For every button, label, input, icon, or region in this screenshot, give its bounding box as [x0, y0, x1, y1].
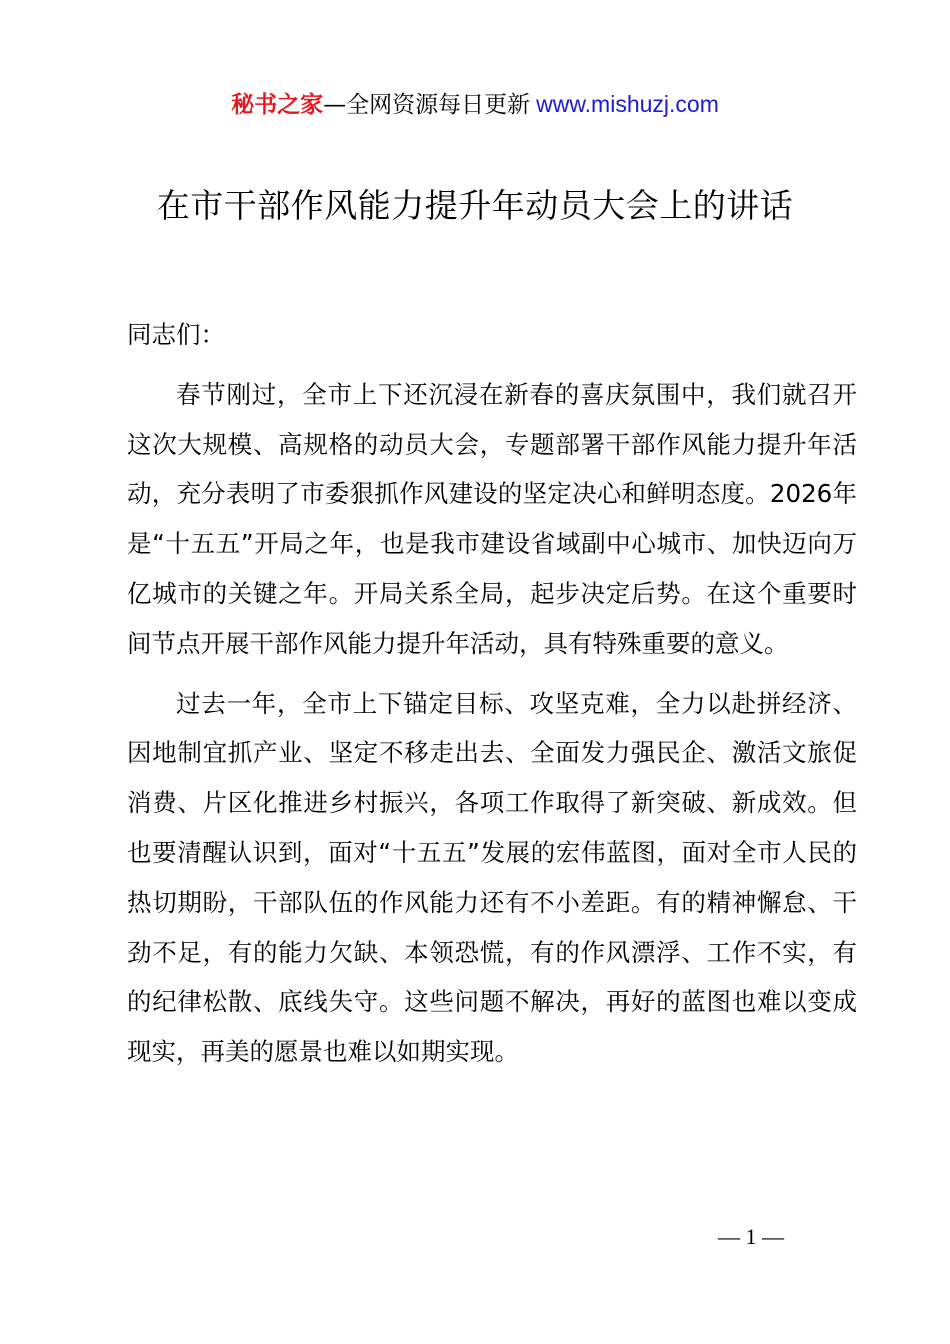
brand-name: 秘书之家	[231, 92, 324, 118]
site-slogan: —全网资源每日更新	[323, 92, 531, 118]
site-header	[0, 86, 950, 123]
site-url-link[interactable]: www.mishuzj.com	[536, 91, 719, 117]
page-number: — 1 —	[718, 1224, 784, 1249]
paragraph-2: 过去一年，全市上下锚定目标、攻坚克难，全力以赴拼经济、因地制宜抓产业、坚定不移走出去、全面发力强民企、激活文旅促消费、片区化推进乡村振兴，各项工作取得了新突破、新成效。但也要清醒认识到，面对“十五五”发展的宏伟蓝图，面对全市人民的热切期盼，干部队伍的作风能力还有不小差距。有的精神懈怠、干劲不足，有的能力欠缺、本领恐慌，有的作风漂浮、工作不实，有的纪律松散、底线失守。这些问题不解决，再好的蓝图也难以变成现实，再美的愿景也难以如期实现。	[127, 688, 857, 1067]
salutation: 同志们：	[127, 320, 225, 349]
paragraph-1: 春节刚过，全市上下还沉浸在新春的喜庆氛围中，我们就召开这次大规模、高规格的动员大会，专题部署干部作风能力提升年活动，充分表明了市委狠抓作风建设的坚定决心和鲜明态度。2026年是“十五五”开局之年，也是我市建设省域副中心城市、加快迈向万亿城市的关键之年。开局关系全局，起步决定后势。在这个重要时间节点开展干部作风能力提升年活动，具有特殊重要的意义。	[127, 379, 857, 658]
document-body	[127, 310, 857, 1087]
document-title: 在市干部作风能力提升年动员大会上的讲话	[156, 186, 794, 225]
